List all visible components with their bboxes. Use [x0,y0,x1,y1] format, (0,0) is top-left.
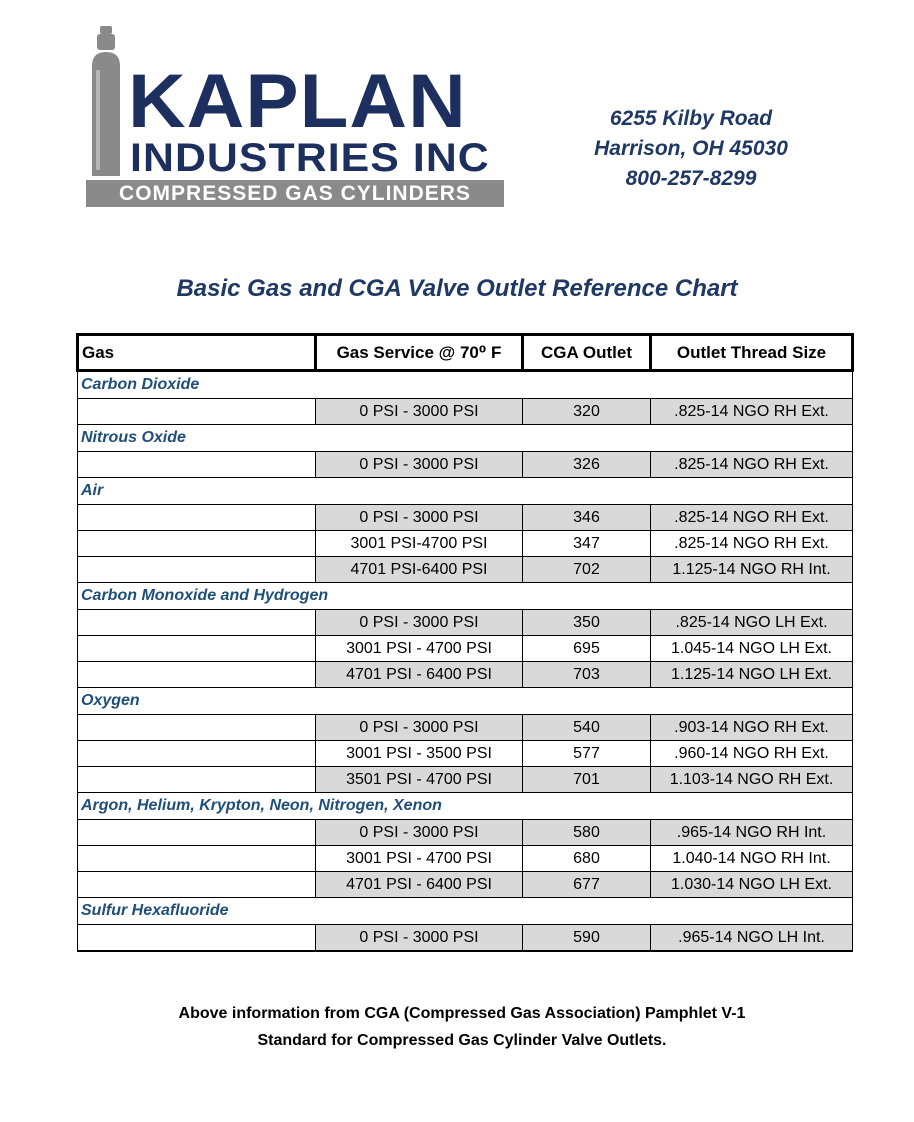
thread-cell: .960-14 NGO RH Ext. [651,741,853,767]
gas-group-name: Oxygen [78,688,853,715]
table-row [78,846,853,872]
table-row [78,767,853,793]
footnote-line-2: Standard for Compressed Gas Cylinder Valve Outlets. [257,1032,667,1049]
cga-cell: 677 [523,872,651,898]
cga-cell: 347 [523,531,651,557]
gas-group-row [78,898,853,925]
table-row [78,505,853,531]
service-cell: 3501 PSI - 4700 PSI [316,767,523,793]
service-cell: 4701 PSI-6400 PSI [316,557,523,583]
logo-wordmark: KAPLAN [128,59,467,144]
cga-cell: 540 [523,715,651,741]
gas-cell [78,610,316,636]
thread-cell: .825-14 NGO RH Ext. [651,505,853,531]
gas-group-row [78,688,853,715]
gas-cell [78,846,316,872]
header-gas: Gas [78,335,316,371]
gas-cell [78,557,316,583]
gas-group-row [78,425,853,452]
cga-cell: 350 [523,610,651,636]
gas-cell [78,715,316,741]
thread-cell: .903-14 NGO RH Ext. [651,715,853,741]
thread-cell: .825-14 NGO RH Ext. [651,399,853,425]
service-cell: 4701 PSI - 6400 PSI [316,662,523,688]
address-city: Harrison, OH 45030 [594,137,788,160]
table-row [78,636,853,662]
thread-cell: 1.125-14 NGO RH Int. [651,557,853,583]
thread-cell: 1.030-14 NGO LH Ext. [651,872,853,898]
table-row [78,741,853,767]
service-cell: 0 PSI - 3000 PSI [316,925,523,952]
service-cell: 4701 PSI - 6400 PSI [316,872,523,898]
table-row [78,557,853,583]
gas-group-name: Carbon Monoxide and Hydrogen [78,583,853,610]
header-thread-size: Outlet Thread Size [651,335,853,371]
gas-cell [78,505,316,531]
service-cell: 3001 PSI-4700 PSI [316,531,523,557]
gas-group-name: Carbon Dioxide [78,371,853,399]
page-title: Basic Gas and CGA Valve Outlet Reference Chart [176,275,738,302]
cga-reference-table [76,333,854,952]
address-street: 6255 Kilby Road [609,107,773,130]
gas-group-name: Sulfur Hexafluoride [78,898,853,925]
header-cga-outlet: CGA Outlet [523,335,651,371]
cga-cell: 590 [523,925,651,952]
cga-cell: 680 [523,846,651,872]
gas-cell [78,636,316,662]
thread-cell: 1.125-14 NGO LH Ext. [651,662,853,688]
gas-cell [78,741,316,767]
gas-cell [78,662,316,688]
cga-cell: 702 [523,557,651,583]
gas-cell [78,872,316,898]
table-row [78,399,853,425]
table-row [78,531,853,557]
gas-group-name: Argon, Helium, Krypton, Neon, Nitrogen, Xenon [78,793,853,820]
cga-cell: 320 [523,399,651,425]
service-cell: 0 PSI - 3000 PSI [316,399,523,425]
table-header-row [78,335,853,371]
table-row [78,610,853,636]
service-cell: 0 PSI - 3000 PSI [316,505,523,531]
thread-cell: .965-14 NGO LH Int. [651,925,853,952]
company-logo [86,26,506,208]
thread-cell: .965-14 NGO RH Int. [651,820,853,846]
table-row [78,872,853,898]
thread-cell: 1.045-14 NGO LH Ext. [651,636,853,662]
service-cell: 0 PSI - 3000 PSI [316,715,523,741]
thread-cell: .825-14 NGO RH Ext. [651,531,853,557]
gas-cell [78,767,316,793]
thread-cell: .825-14 NGO LH Ext. [651,610,853,636]
gas-group-name: Air [78,478,853,505]
gas-group-row [78,371,853,399]
logo-subtitle: INDUSTRIES INC [130,136,490,180]
header-gas-service: Gas Service @ 70⁰ F [316,335,523,371]
source-footnote [0,1000,914,1054]
gas-group-name: Nitrous Oxide [78,425,853,452]
table-row [78,715,853,741]
gas-cell [78,925,316,952]
service-cell: 3001 PSI - 4700 PSI [316,846,523,872]
company-address [560,104,822,194]
gas-cell [78,452,316,478]
table-row [78,820,853,846]
address-phone: 800-257-8299 [625,167,757,190]
service-cell: 0 PSI - 3000 PSI [316,610,523,636]
gas-cell [78,531,316,557]
cga-cell: 326 [523,452,651,478]
thread-cell: 1.040-14 NGO RH Int. [651,846,853,872]
table-row [78,662,853,688]
service-cell: 0 PSI - 3000 PSI [316,452,523,478]
table-row [78,452,853,478]
thread-cell: .825-14 NGO RH Ext. [651,452,853,478]
gas-group-row [78,583,853,610]
service-cell: 0 PSI - 3000 PSI [316,820,523,846]
gas-cell [78,820,316,846]
cga-cell: 580 [523,820,651,846]
service-cell: 3001 PSI - 4700 PSI [316,636,523,662]
cga-cell: 703 [523,662,651,688]
gas-group-row [78,793,853,820]
logo-tagline: COMPRESSED GAS CYLINDERS [119,182,471,205]
cga-cell: 346 [523,505,651,531]
table-row [78,925,853,952]
cga-cell: 577 [523,741,651,767]
thread-cell: 1.103-14 NGO RH Ext. [651,767,853,793]
gas-group-row [78,478,853,505]
cga-cell: 701 [523,767,651,793]
footnote-line-1: Above information from CGA (Compressed Gas Association) Pamphlet V-1 [178,1005,746,1022]
gas-cell [78,399,316,425]
cga-cell: 695 [523,636,651,662]
service-cell: 3001 PSI - 3500 PSI [316,741,523,767]
